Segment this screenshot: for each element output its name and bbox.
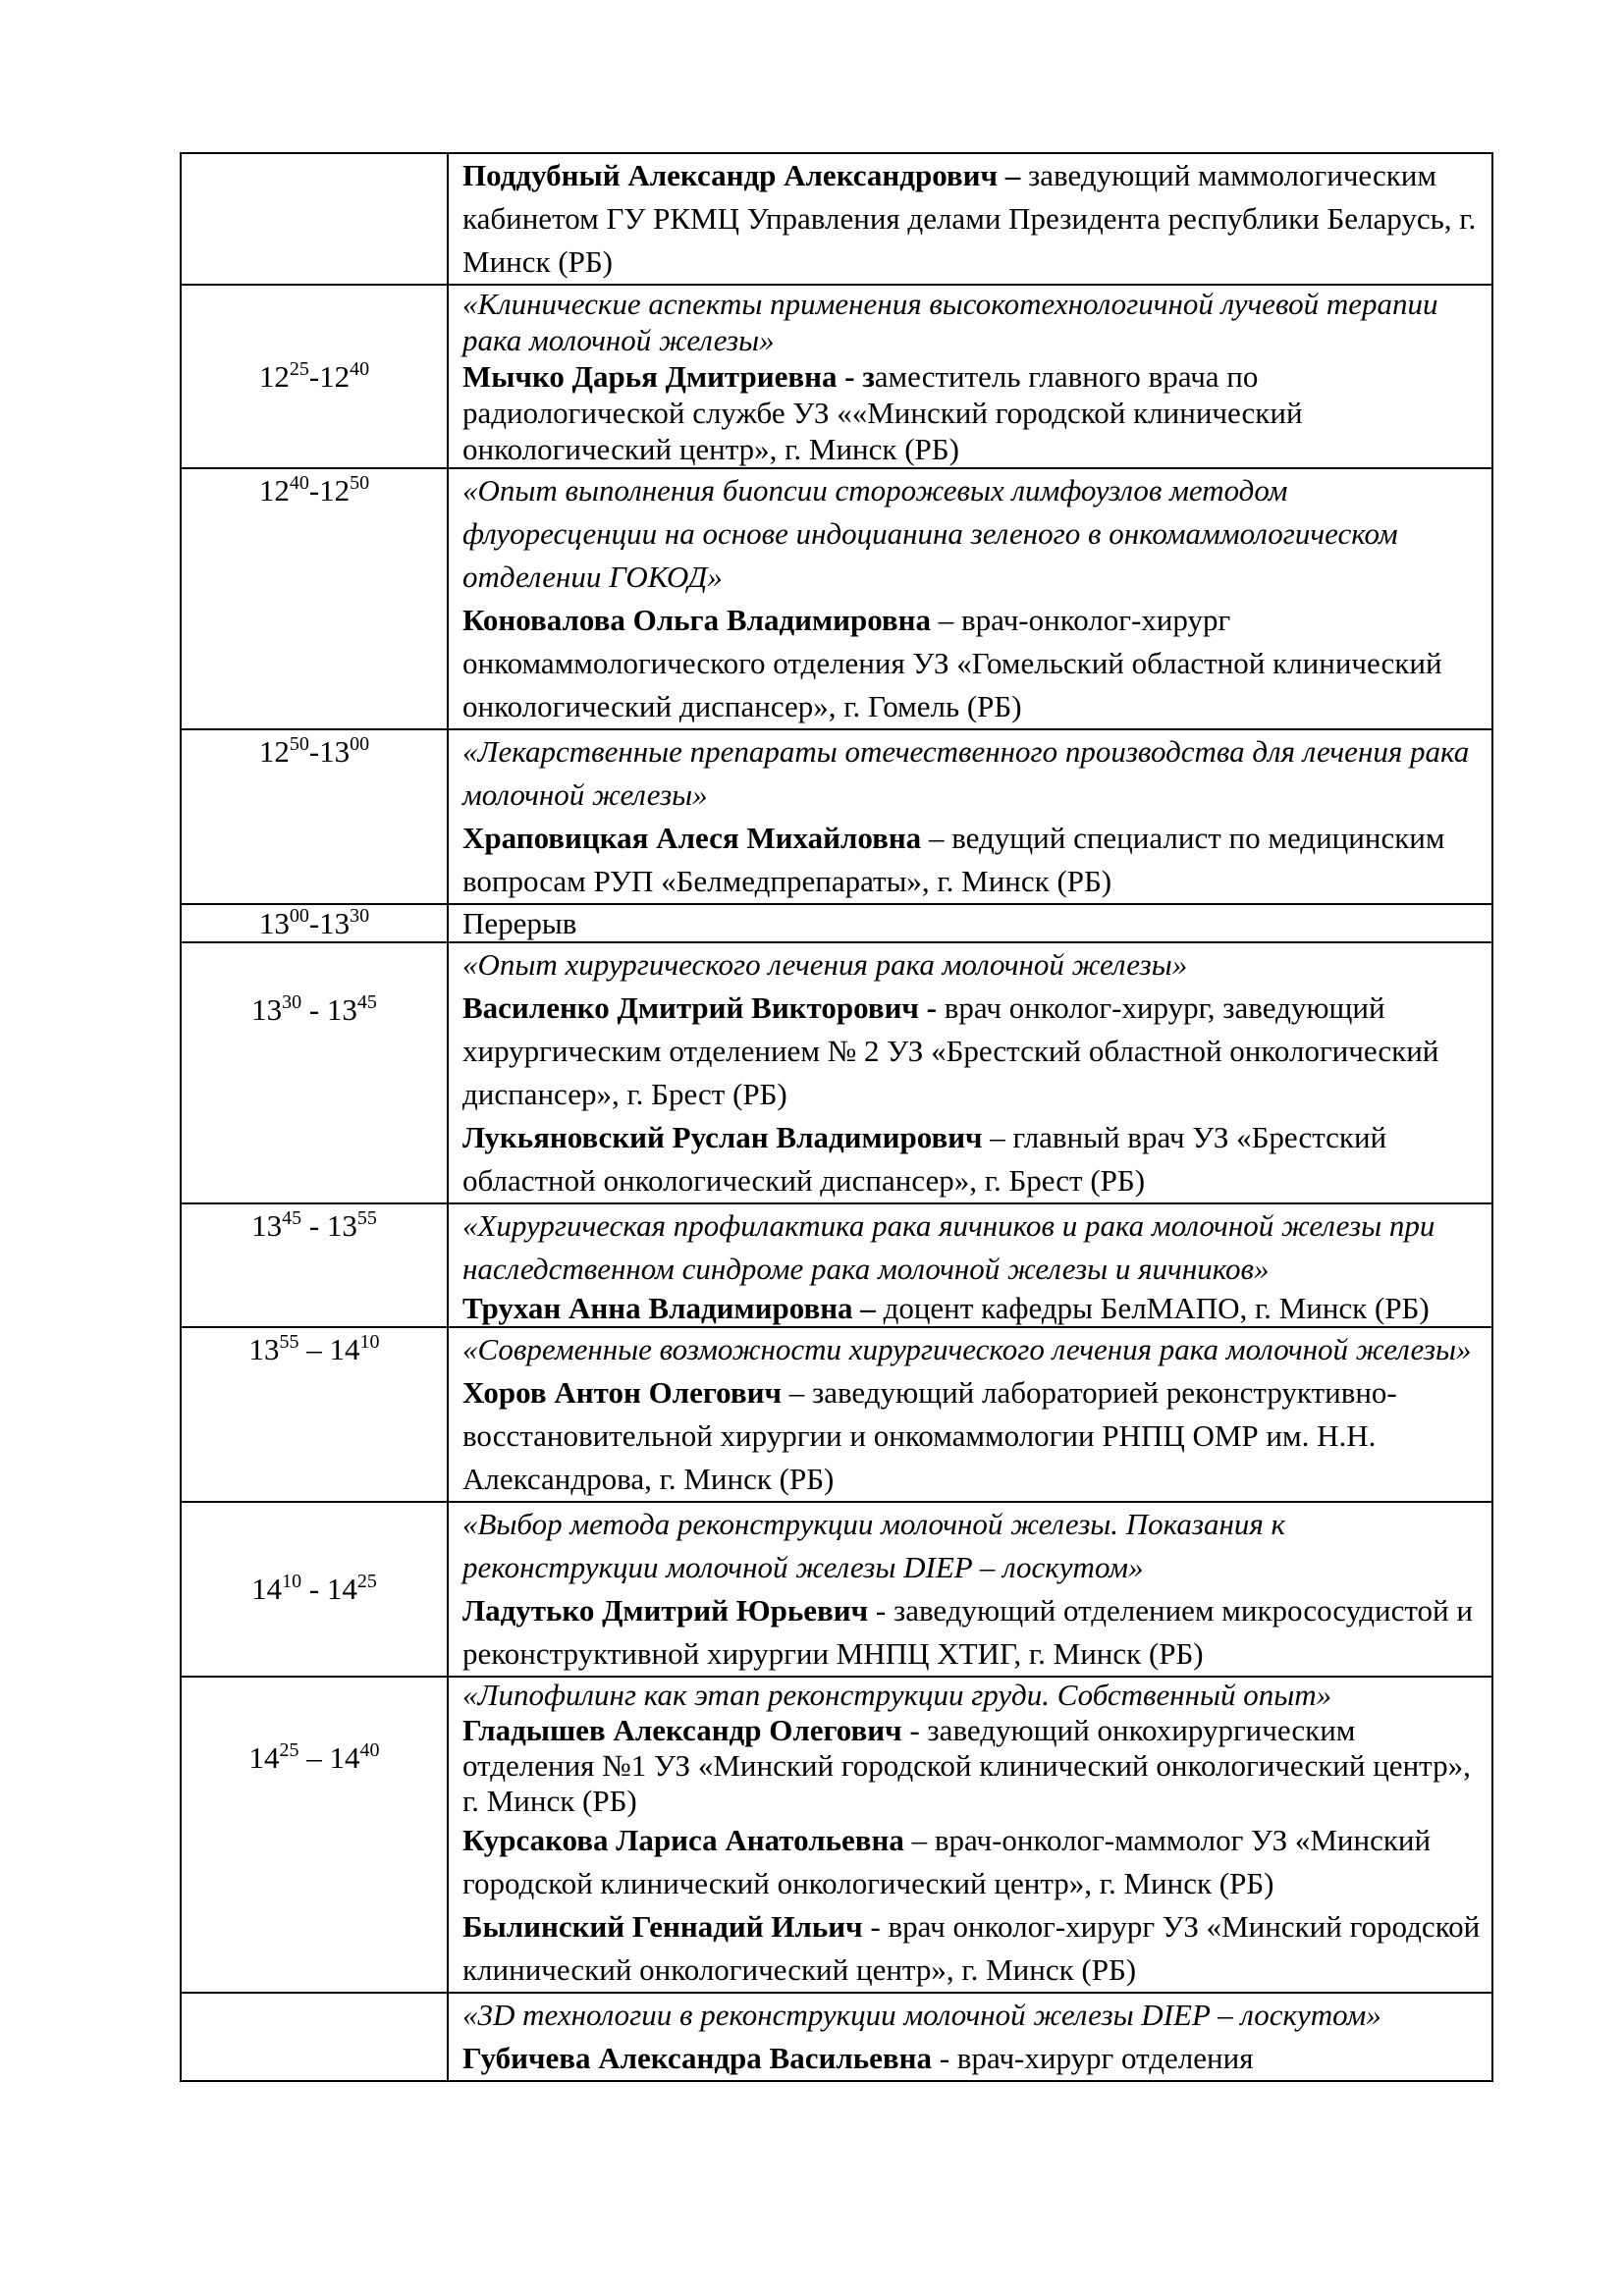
speaker bbox=[462, 1589, 1486, 1676]
table-row bbox=[181, 153, 1492, 285]
talk-title: «Лекарственные препараты отечественного производства для лечения рака молочной железы» bbox=[462, 734, 1470, 812]
speaker-role: врач онколог-хирург, заведующий хирургическим отделением № 2 УЗ «Брестский областной онкологический диспансер», г. Брест (РБ) bbox=[462, 990, 1439, 1111]
speaker-role: заведующий маммологическим кабинетом ГУ РКМЦ Управления делами Президента республики Беларусь, г. Минск (РБ) bbox=[462, 158, 1477, 279]
time-cell: $12^{25}-12^{40}$ bbox=[181, 285, 448, 468]
speaker-name: Мычко Дарья Дмитриевна - з bbox=[462, 359, 875, 394]
time-cell bbox=[181, 153, 448, 285]
speaker-name: Хоров Антон Олегович bbox=[462, 1375, 782, 1410]
talk-cell bbox=[448, 153, 1492, 285]
table-row bbox=[181, 942, 1492, 1203]
time-cell: $13^{30} - 13^{45}$ bbox=[181, 942, 448, 1203]
speaker-name: Гладышев Александр Олегович bbox=[462, 1713, 902, 1747]
speaker-role: - врач-хирург отделения bbox=[931, 2041, 1254, 2075]
time-cell: $13^{45} - 13^{55}$ bbox=[181, 1203, 448, 1327]
talk-title: «Клинические аспекты применения высокотехнологичной лучевой терапии рака молочной железы» bbox=[462, 287, 1438, 357]
time-cell: $13^{55} - 14^{10}$ bbox=[181, 1327, 448, 1502]
talk-cell bbox=[448, 1203, 1492, 1327]
table-row bbox=[181, 468, 1492, 729]
speaker bbox=[462, 358, 1486, 467]
talk-title: «Хирургическая профилактика рака яичников и рака молочной железы при наследственном синдроме рака молочной железы и яичников» bbox=[462, 1208, 1435, 1286]
speaker-role: – ведущий специалист по медицинским вопросам РУП «Белмедпрепараты», г. Минск (РБ) bbox=[462, 821, 1445, 898]
speaker-name: Трухан Анна Владимировна – bbox=[462, 1291, 876, 1325]
table-row bbox=[181, 285, 1492, 468]
speaker-name: Былинский Геннадий Ильич bbox=[462, 1909, 863, 1944]
speaker-name: Коновалова Ольга Владимировна bbox=[462, 603, 932, 637]
time-cell: $13^{00}-13^{30}$ bbox=[181, 904, 448, 942]
speaker-name: Храповицкая Алеся Михайловна bbox=[462, 821, 922, 855]
talk-cell bbox=[448, 1993, 1492, 2081]
speaker bbox=[462, 987, 1486, 1116]
table-row bbox=[181, 729, 1492, 904]
table-row bbox=[181, 1993, 1492, 2081]
speaker-name: Лукьяновский Руслан Владимирович bbox=[462, 1120, 983, 1154]
speaker bbox=[462, 1371, 1486, 1501]
time-cell: $12^{40}-12^{50}$ bbox=[181, 468, 448, 729]
talk-title: «Липофилинг как этап реконструкции груди. Собственный опыт» bbox=[462, 1678, 1332, 1712]
time-cell: $14^{10} - 14^{25}$ bbox=[181, 1502, 448, 1677]
speaker-role: аместитель главного врача по радиологической службе УЗ ««Минский городской клинический онкологический центр», г. Минск (РБ) bbox=[462, 359, 1303, 466]
program-table bbox=[180, 152, 1493, 2082]
table-row bbox=[181, 904, 1492, 942]
time-cell: $12^{50}-13^{00}$ bbox=[181, 729, 448, 904]
table-row bbox=[181, 1203, 1492, 1327]
speaker-name: Ладутько Дмитрий Юрьевич bbox=[462, 1593, 869, 1628]
time-cell: $14^{25} - 14^{40}$ bbox=[181, 1677, 448, 1993]
speaker-name: Губичева Александра Васильевна bbox=[462, 2041, 932, 2075]
speaker bbox=[462, 817, 1486, 903]
speaker-role: - заведующий онкохирургическим отделения №1 УЗ «Минский городской клинический онкологический центр», г. Минск (РБ) bbox=[462, 1713, 1471, 1818]
talk-cell bbox=[448, 1327, 1492, 1502]
speaker-name: Василенко Дмитрий Викторович - bbox=[462, 990, 937, 1025]
speaker bbox=[462, 154, 1486, 284]
speaker bbox=[462, 1905, 1486, 1992]
table-row bbox=[181, 1502, 1492, 1677]
speaker bbox=[462, 599, 1486, 728]
talk-cell bbox=[448, 729, 1492, 904]
table-row bbox=[181, 1677, 1492, 1993]
talk-cell bbox=[448, 468, 1492, 729]
talk-title: «Современные возможности хирургического лечения рака молочной железы» bbox=[462, 1332, 1472, 1366]
speaker-name: Курсакова Лариса Анатольевна bbox=[462, 1823, 904, 1857]
speaker bbox=[462, 1819, 1486, 1905]
speaker bbox=[462, 1291, 1486, 1326]
talk-cell bbox=[448, 1502, 1492, 1677]
talk-cell bbox=[448, 1677, 1492, 1993]
talk-title: «Выбор метода реконструкции молочной железы. Показания к реконструкции молочной железы DIEP – лоскутом» bbox=[462, 1507, 1286, 1584]
speaker-role: – врач-онколог-хирург онкомаммологического отделения УЗ «Гомельский областной клинический онкологический диспансер», г. Гомель (РБ) bbox=[462, 603, 1442, 723]
speaker bbox=[462, 2037, 1486, 2080]
speaker-role: – врач-онколог-маммолог УЗ «Минский городской клинический онкологический центр», г. Минск (РБ) bbox=[462, 1823, 1432, 1900]
break-label: Перерыв bbox=[462, 906, 577, 940]
talk-cell bbox=[448, 904, 1492, 942]
talk-cell bbox=[448, 942, 1492, 1203]
talk-title: «Опыт выполнения биопсии сторожевых лимфоузлов методом флуоресценции на основе индоцианина зеленого в онкомаммологическом отделении ГОКОД» bbox=[462, 473, 1398, 594]
speaker-role: – заведующий лабораторией реконструктивно-восстановительной хирургии и онкомаммологии РНПЦ ОМР им. Н.Н. Александрова, г. Минск (РБ) bbox=[462, 1375, 1397, 1496]
speaker-name: Поддубный Александр Александрович – bbox=[462, 158, 1021, 192]
speaker-role: – главный врач УЗ «Брестский областной онкологический диспансер», г. Брест (РБ) bbox=[462, 1120, 1387, 1198]
speaker-role: доцент кафедры БелМАПО, г. Минск (РБ) bbox=[875, 1291, 1430, 1325]
talk-cell bbox=[448, 285, 1492, 468]
speaker bbox=[462, 1713, 1486, 1819]
talk-title: «Опыт хирургического лечения рака молочной железы» bbox=[462, 947, 1188, 982]
talk-title: «3D технологии в реконструкции молочной железы DIEP – лоскутом» bbox=[462, 1998, 1381, 2032]
speaker-role: - заведующий отделением микрососудистой и реконструктивной хирургии МНПЦ ХТИГ, г. Минск (РБ) bbox=[462, 1593, 1473, 1671]
time-cell bbox=[181, 1993, 448, 2081]
speaker-role: - врач онколог-хирург УЗ «Минский городской клинический онкологический центр», г. Минск (РБ) bbox=[462, 1909, 1481, 1987]
table-row bbox=[181, 1327, 1492, 1502]
speaker bbox=[462, 1116, 1486, 1202]
